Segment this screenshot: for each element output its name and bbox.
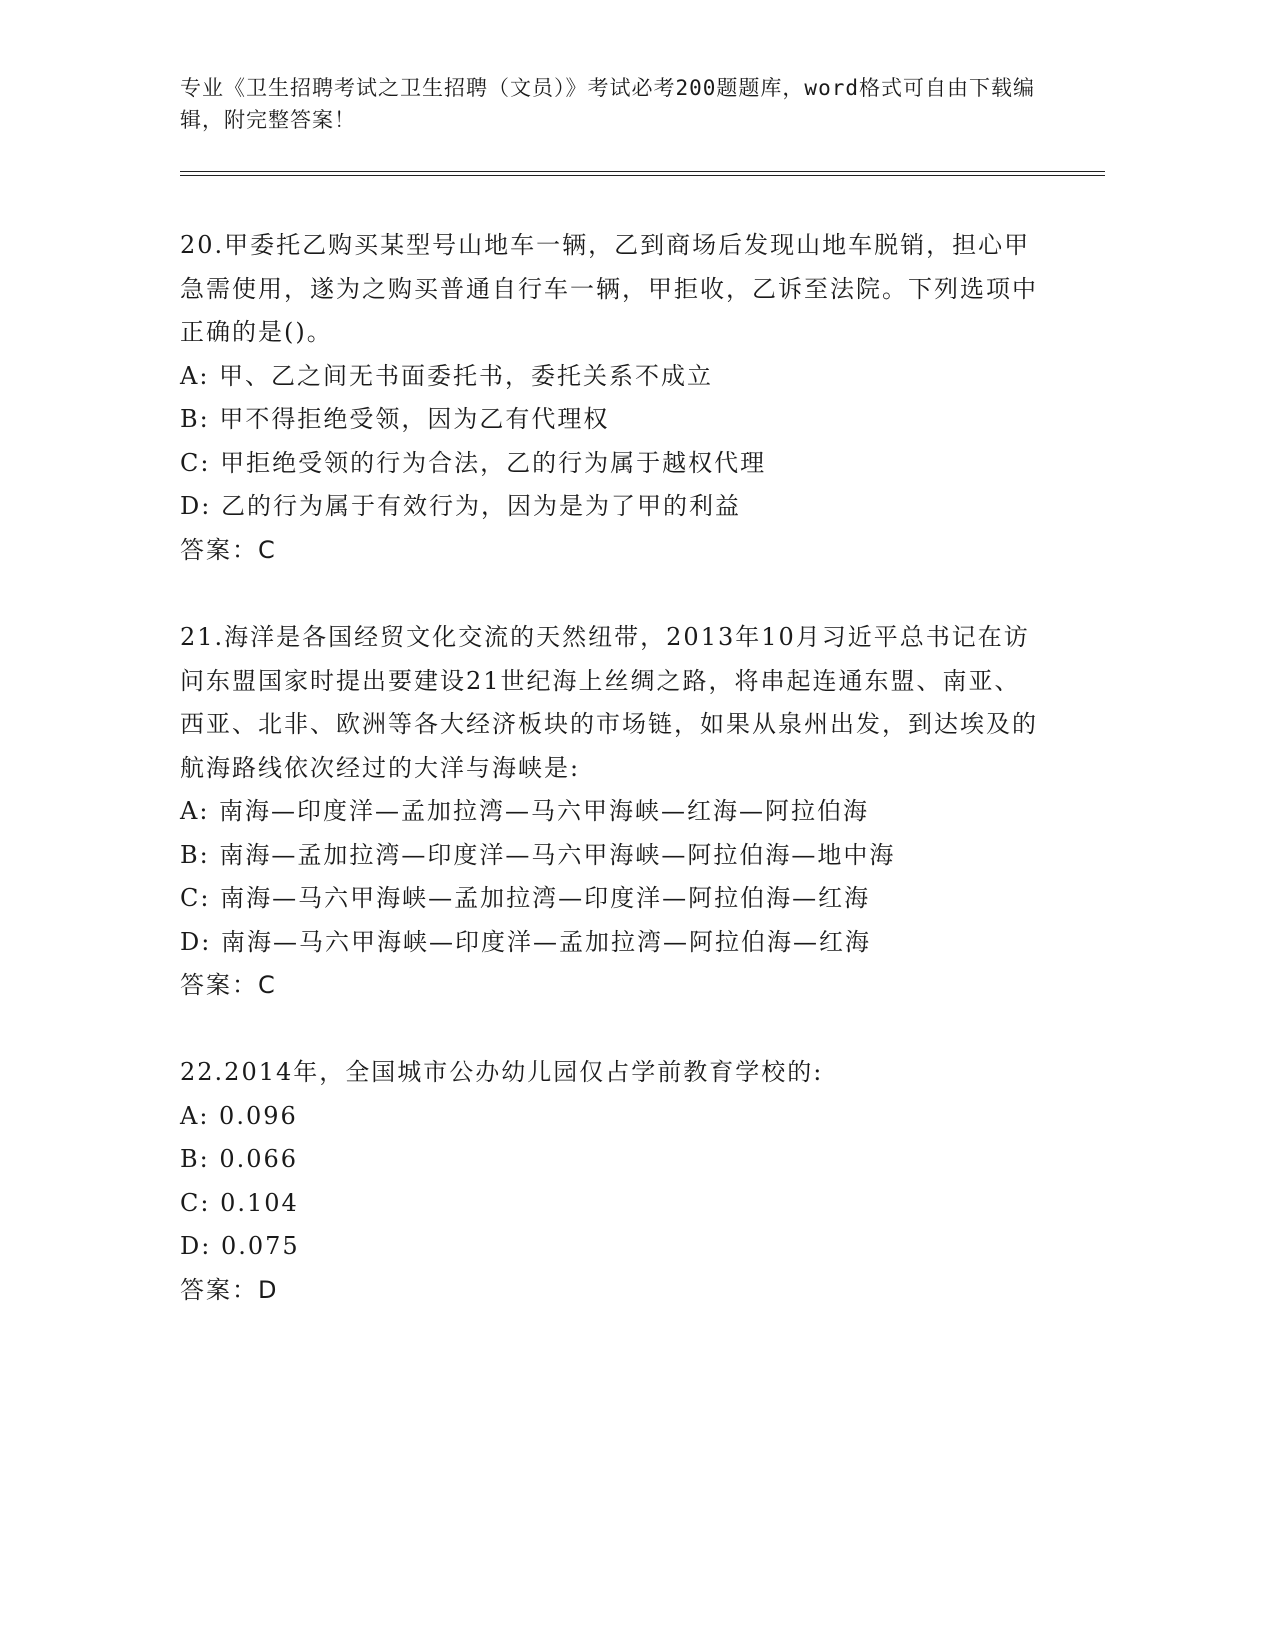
answer: 答案：D bbox=[180, 1275, 279, 1304]
option-b: B: 0.066 bbox=[180, 1145, 299, 1173]
question-22 bbox=[180, 1051, 1040, 1312]
header-divider-top bbox=[180, 171, 1105, 172]
option-c: C: 南海—马六甲海峡—孟加拉湾—印度洋—阿拉伯海—红海 bbox=[180, 884, 871, 912]
answer: 答案：C bbox=[180, 535, 277, 564]
option-b: B: 甲不得拒绝受领，因为乙有代理权 bbox=[180, 405, 610, 433]
option-d: D: 乙的行为属于有效行为，因为是为了甲的利益 bbox=[180, 492, 741, 520]
option-d: D: 南海—马六甲海峡—印度洋—孟加拉湾—阿拉伯海—红海 bbox=[180, 927, 871, 956]
option-d: D: 0.075 bbox=[180, 1232, 300, 1260]
option-a: A: 南海—印度洋—孟加拉湾—马六甲海峡—红海—阿拉伯海 bbox=[180, 797, 870, 825]
option-c: C: 甲拒绝受领的行为合法，乙的行为属于越权代理 bbox=[180, 448, 767, 477]
question-21 bbox=[180, 616, 1040, 1008]
answer: 答案：C bbox=[180, 971, 277, 999]
option-a: A: 0.096 bbox=[180, 1101, 298, 1130]
option-b: B: 南海—孟加拉湾—印度洋—马六甲海峡—阿拉伯海—地中海 bbox=[180, 840, 896, 869]
option-c: C: 0.104 bbox=[180, 1188, 299, 1217]
header-divider-bottom bbox=[180, 175, 1105, 176]
question-text: 22.2014年，全国城市公办幼儿园仅占学前教育学校的: bbox=[180, 1058, 824, 1086]
question-text: 20.甲委托乙购买某型号山地车一辆，乙到商场后发现山地车脱销，担心甲急需使用，遂为之购买普通自行车一辆，甲拒收，乙诉至法院。下列选项中正确的是()。 bbox=[180, 231, 1038, 346]
question-text: 21.海洋是各国经贸文化交流的天然纽带，2013年10月习近平总书记在访问东盟国家时提出要建设21世纪海上丝绸之路，将串起连通东盟、南亚、西亚、北非、欧洲等各大经济板块的市场链，如果从泉州出发，到达埃及的航海路线依次经过的大洋与海峡是: bbox=[180, 623, 1038, 782]
question-20 bbox=[180, 224, 1040, 572]
document-header: 专业《卫生招聘考试之卫生招聘（文员）》考试必考200题题库，word格式可自由下载编辑，附完整答案！ bbox=[180, 76, 1035, 132]
option-a: A: 甲、乙之间无书面委托书，委托关系不成立 bbox=[180, 361, 714, 390]
